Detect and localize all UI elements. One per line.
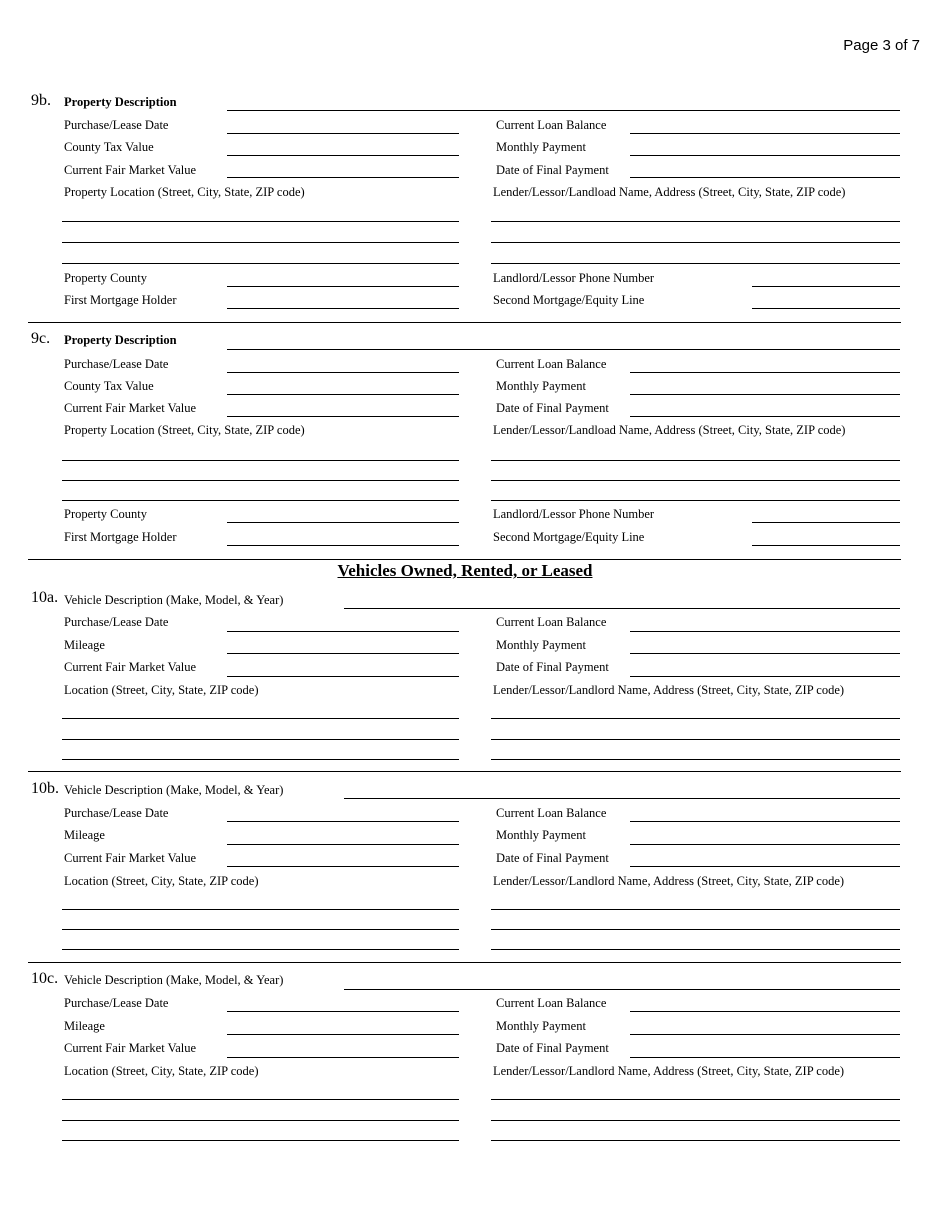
vehicle-location-label: Location (Street, City, State, ZIP code) <box>64 874 259 888</box>
vehicle-location-line-3[interactable] <box>62 1140 459 1141</box>
final-payment-label: Date of Final Payment <box>496 1041 609 1055</box>
section-number: 9c. <box>31 330 51 347</box>
monthly-payment-field[interactable] <box>630 155 900 156</box>
vehicle-description-label: Vehicle Description (Make, Model, & Year) <box>64 973 284 987</box>
fair-market-label: Current Fair Market Value <box>64 401 197 415</box>
property-county-field[interactable] <box>227 286 459 287</box>
purchase-date-label: Purchase/Lease Date <box>64 357 169 371</box>
fair-market-label: Current Fair Market Value <box>64 163 197 177</box>
section-number: 10b. <box>31 780 59 797</box>
final-payment-field[interactable] <box>630 177 900 178</box>
lender-line-1[interactable] <box>491 909 900 910</box>
lender-line-2[interactable] <box>491 929 900 930</box>
first-mortgage-label: First Mortgage Holder <box>64 293 177 307</box>
second-mortgage-field[interactable] <box>752 545 900 546</box>
fair-market-field[interactable] <box>227 416 459 417</box>
section-divider <box>28 322 901 323</box>
fair-market-field[interactable] <box>227 177 459 178</box>
loan-balance-label: Current Loan Balance <box>496 615 607 629</box>
county-tax-field[interactable] <box>227 155 459 156</box>
property-location-line-3[interactable] <box>62 263 459 264</box>
property-location-label: Property Location (Street, City, State, ZIP code) <box>64 185 305 199</box>
loan-balance-label: Current Loan Balance <box>496 806 607 820</box>
property-location-line-1[interactable] <box>62 460 459 461</box>
purchase-date-label: Purchase/Lease Date <box>64 118 169 132</box>
loan-balance-field[interactable] <box>630 372 900 373</box>
mileage-label: Mileage <box>64 828 105 842</box>
purchase-date-field[interactable] <box>227 372 459 373</box>
loan-balance-label: Current Loan Balance <box>496 118 607 132</box>
first-mortgage-field[interactable] <box>227 545 459 546</box>
property-location-line-2[interactable] <box>62 242 459 243</box>
purchase-date-field[interactable] <box>227 631 459 632</box>
lender-label: Lender/Lessor/Landlord Name, Address (Street, City, State, ZIP code) <box>493 874 845 888</box>
mileage-field[interactable] <box>227 653 459 654</box>
property-location-line-2[interactable] <box>62 480 459 481</box>
property-county-field[interactable] <box>227 522 459 523</box>
loan-balance-label: Current Loan Balance <box>496 357 607 371</box>
second-mortgage-field[interactable] <box>752 308 900 309</box>
monthly-payment-field[interactable] <box>630 394 900 395</box>
lender-line-3[interactable] <box>491 759 900 760</box>
final-payment-field[interactable] <box>630 866 900 867</box>
fair-market-field[interactable] <box>227 1057 459 1058</box>
vehicle-location-line-2[interactable] <box>62 739 459 740</box>
property-description-label: Property Description <box>64 95 177 109</box>
lender-label: Lender/Lessor/Landlord Name, Address (Street, City, State, ZIP code) <box>493 683 845 697</box>
monthly-payment-field[interactable] <box>630 1034 900 1035</box>
final-payment-field[interactable] <box>630 1057 900 1058</box>
vehicle-location-line-1[interactable] <box>62 1099 459 1100</box>
fair-market-field[interactable] <box>227 866 459 867</box>
monthly-payment-label: Monthly Payment <box>496 379 586 393</box>
county-tax-label: County Tax Value <box>64 379 154 393</box>
purchase-date-label: Purchase/Lease Date <box>64 996 169 1010</box>
county-tax-label: County Tax Value <box>64 140 154 154</box>
vehicle-description-field[interactable] <box>344 798 900 799</box>
landlord-phone-label: Landlord/Lessor Phone Number <box>493 507 655 521</box>
landlord-phone-field[interactable] <box>752 286 900 287</box>
purchase-date-field[interactable] <box>227 1011 459 1012</box>
second-mortgage-label: Second Mortgage/Equity Line <box>493 293 645 307</box>
monthly-payment-label: Monthly Payment <box>496 828 586 842</box>
vehicle-location-line-1[interactable] <box>62 718 459 719</box>
fair-market-label: Current Fair Market Value <box>64 660 197 674</box>
section-divider <box>28 771 901 772</box>
lender-line-1[interactable] <box>491 221 900 222</box>
lender-line-3[interactable] <box>491 1140 900 1141</box>
section-number: 9b. <box>31 92 51 109</box>
property-description-label: Property Description <box>64 333 177 347</box>
section-number: 10a. <box>31 589 59 606</box>
purchase-date-label: Purchase/Lease Date <box>64 806 169 820</box>
vehicles-heading: Vehicles Owned, Rented, or Leased <box>337 561 593 580</box>
monthly-payment-field[interactable] <box>630 844 900 845</box>
lender-line-3[interactable] <box>491 500 900 501</box>
property-description-field[interactable] <box>227 110 900 111</box>
loan-balance-field[interactable] <box>630 821 900 822</box>
lender-line-1[interactable] <box>491 1099 900 1100</box>
lender-line-1[interactable] <box>491 718 900 719</box>
vehicle-location-line-3[interactable] <box>62 949 459 950</box>
final-payment-field[interactable] <box>630 416 900 417</box>
purchase-date-field[interactable] <box>227 821 459 822</box>
county-tax-field[interactable] <box>227 394 459 395</box>
loan-balance-field[interactable] <box>630 631 900 632</box>
mileage-field[interactable] <box>227 844 459 845</box>
lender-label: Lender/Lessor/Landload Name, Address (Street, City, State, ZIP code) <box>493 185 846 199</box>
lender-line-2[interactable] <box>491 480 900 481</box>
first-mortgage-label: First Mortgage Holder <box>64 530 177 544</box>
property-location-line-3[interactable] <box>62 500 459 501</box>
fair-market-field[interactable] <box>227 676 459 677</box>
property-county-label: Property County <box>64 507 147 521</box>
property-description-field[interactable] <box>227 349 900 350</box>
final-payment-field[interactable] <box>630 676 900 677</box>
landlord-phone-label: Landlord/Lessor Phone Number <box>493 271 655 285</box>
loan-balance-field[interactable] <box>630 1011 900 1012</box>
lender-line-1[interactable] <box>491 460 900 461</box>
mileage-field[interactable] <box>227 1034 459 1035</box>
lender-line-2[interactable] <box>491 1120 900 1121</box>
lender-line-3[interactable] <box>491 949 900 950</box>
lender-line-2[interactable] <box>491 242 900 243</box>
monthly-payment-field[interactable] <box>630 653 900 654</box>
mileage-label: Mileage <box>64 638 105 652</box>
purchase-date-field[interactable] <box>227 133 459 134</box>
vehicle-location-line-1[interactable] <box>62 909 459 910</box>
lender-label: Lender/Lessor/Landload Name, Address (Street, City, State, ZIP code) <box>493 423 846 437</box>
vehicle-location-line-2[interactable] <box>62 929 459 930</box>
final-payment-label: Date of Final Payment <box>496 401 609 415</box>
monthly-payment-label: Monthly Payment <box>496 140 586 154</box>
lender-line-2[interactable] <box>491 739 900 740</box>
section-divider <box>28 559 901 560</box>
loan-balance-label: Current Loan Balance <box>496 996 607 1010</box>
landlord-phone-field[interactable] <box>752 522 900 523</box>
section-number: 10c. <box>31 970 59 987</box>
vehicle-location-line-3[interactable] <box>62 759 459 760</box>
vehicle-description-label: Vehicle Description (Make, Model, & Year) <box>64 593 284 607</box>
lender-line-3[interactable] <box>491 263 900 264</box>
second-mortgage-label: Second Mortgage/Equity Line <box>493 530 645 544</box>
monthly-payment-label: Monthly Payment <box>496 1019 586 1033</box>
section-divider <box>28 962 901 963</box>
purchase-date-label: Purchase/Lease Date <box>64 615 169 629</box>
vehicle-location-line-2[interactable] <box>62 1120 459 1121</box>
loan-balance-field[interactable] <box>630 133 900 134</box>
property-location-line-1[interactable] <box>62 221 459 222</box>
fair-market-label: Current Fair Market Value <box>64 851 197 865</box>
property-location-label: Property Location (Street, City, State, ZIP code) <box>64 423 305 437</box>
fair-market-label: Current Fair Market Value <box>64 1041 197 1055</box>
lender-label: Lender/Lessor/Landlord Name, Address (Street, City, State, ZIP code) <box>493 1064 845 1078</box>
final-payment-label: Date of Final Payment <box>496 163 609 177</box>
property-county-label: Property County <box>64 271 147 285</box>
vehicle-description-field[interactable] <box>344 608 900 609</box>
mileage-label: Mileage <box>64 1019 105 1033</box>
final-payment-label: Date of Final Payment <box>496 851 609 865</box>
vehicle-location-label: Location (Street, City, State, ZIP code) <box>64 683 259 697</box>
final-payment-label: Date of Final Payment <box>496 660 609 674</box>
monthly-payment-label: Monthly Payment <box>496 638 586 652</box>
vehicle-description-field[interactable] <box>344 989 900 990</box>
vehicle-description-label: Vehicle Description (Make, Model, & Year) <box>64 783 284 797</box>
vehicle-location-label: Location (Street, City, State, ZIP code) <box>64 1064 259 1078</box>
first-mortgage-field[interactable] <box>227 308 459 309</box>
page-number: Page 3 of 7 <box>843 37 920 54</box>
